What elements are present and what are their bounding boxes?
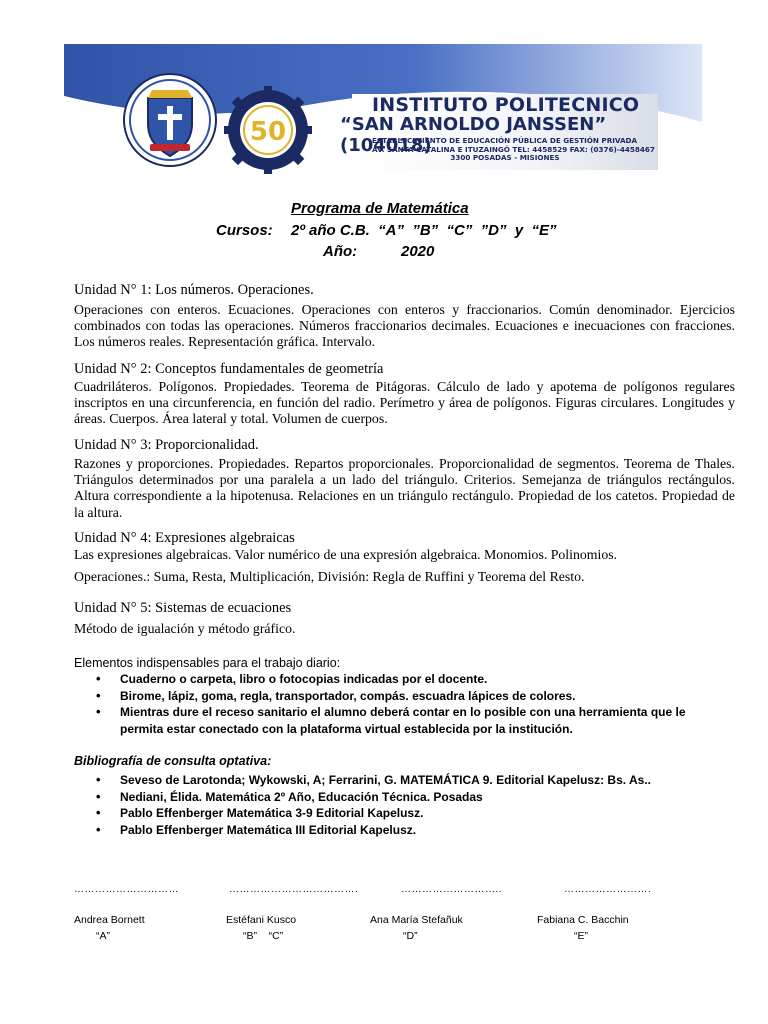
signature-line-3: ………………………..	[401, 884, 503, 895]
unit-5-heading: Unidad N° 5: Sistemas de ecuaciones	[74, 600, 292, 616]
list-item: • Pablo Effenberger Matemática 3-9 Editorial Kapelusz.	[92, 805, 732, 822]
unit-1-heading: Unidad N° 1: Los números. Operaciones.	[74, 282, 314, 298]
signature-name-1: Andrea Bornett	[74, 914, 145, 926]
signature-course-4: “E”	[574, 930, 588, 942]
school-shield-emblem	[122, 72, 218, 168]
year-value: 2020	[401, 243, 435, 260]
unit-4-body: Las expresiones algebraicas. Valor numérico de una expresión algebraica. Monomios. Polinomios.	[74, 547, 618, 562]
elements-list	[92, 671, 732, 737]
signature-line-4: …………………….	[564, 884, 652, 895]
signature-course-3: “D”	[403, 930, 418, 942]
signature-course-1: “A”	[96, 930, 110, 942]
year-label: Año:	[323, 243, 358, 260]
institution-line-3: 3300 POSADAS - MISIONES	[450, 153, 560, 163]
unit-3-heading: Unidad N° 3: Proporcionalidad.	[74, 437, 259, 453]
institution-subname: “SAN ARNOLDO JANSSEN” (104018)	[340, 114, 607, 156]
unit-1-body: Operaciones con enteros. Ecuaciones. Operaciones con enteros y fraccionarios. Común denominador. Ejercicios combinados con todas las operaciones. Números fraccionarios decimales. Ecuaciones e inecuaciones con fracciones. Los números reales. Representación gráfica. Intervalo.	[74, 302, 735, 350]
unit-4-heading: Unidad N° 4: Expresiones algebraicas	[74, 530, 295, 546]
document-title: Programa de Matemática	[291, 200, 469, 217]
signature-line-2: ……………………………….	[229, 884, 359, 895]
unit-2-body: Cuadriláteros. Polígonos. Propiedades. Teorema de Pitágoras. Cálculo de lado y apotema de polígonos regulares inscriptos en una circunferencia, en función del radio. Perímetro y área de polígonos. Figuras circulares. Longitudes y áreas. Cuerpos. Área lateral y total. Volumen de cuerpos.	[74, 379, 735, 427]
anniversary-number: 50	[249, 117, 287, 147]
signature-line-1: …………………………	[74, 884, 179, 895]
institution-line-1: ESTABLECIMIENTO DE EDUCACIÓN PÚBLICA DE GESTIÓN PRIVADA	[372, 136, 638, 145]
list-item: • Nediani, Élida. Matemática 2º Año, Educación Técnica. Posadas	[92, 789, 732, 806]
institution-name: INSTITUTO POLITECNICO	[372, 94, 640, 116]
courses-value: 2º año C.B. “A” ”B” “C” ”D” y “E”	[291, 222, 557, 239]
bibliography-heading: Bibliografía de consulta optativa:	[74, 754, 272, 768]
list-item: • Seveso de Larotonda; Wykowski, A; Ferrarini, G. MATEMÁTICA 9. Editorial Kapelusz: Bs. As..	[92, 772, 732, 789]
elements-heading: Elementos indispensables para el trabajo diario:	[74, 656, 341, 670]
signature-name-2: Estéfani Kusco	[226, 914, 297, 926]
signature-name-3: Ana María Stefañuk	[370, 914, 463, 926]
bibliography-list	[92, 772, 732, 838]
unit-3-body: Razones y proporciones. Propiedades. Repartos proporcionales. Proporcionalidad de segmentos. Teorema de Thales. Triángulos determinados por una paralela a un lado del triángulo. Criterios. Semejanza de triángulos rectángulos. Altura correspondiente a la hipotenusa. Relaciones en un triángulo rectángulo. Propiedad de los catetos. Propiedad de la altura.	[74, 456, 735, 520]
signature-name-4: Fabiana C. Bacchin	[537, 914, 629, 926]
institution-details	[372, 137, 672, 163]
courses-label: Cursos:	[216, 222, 273, 239]
list-item: • Cuaderno o carpeta, libro o fotocopias indicadas por el docente.	[92, 671, 732, 688]
unit-4-body-2: Operaciones.: Suma, Resta, Multiplicación, División: Regla de Ruffini y Teorema del Resto.	[74, 569, 585, 584]
header-banner	[64, 44, 702, 176]
list-item: • Birome, lápiz, goma, regla, transportador, compás. escuadra lápices de colores.	[92, 688, 732, 705]
institution-line-2: AV. SANTA CATALINA E ITUZAINGÓ TEL: 4458529 FAX: (0376)-4458467	[372, 144, 655, 154]
anniversary-gear-emblem	[218, 86, 320, 176]
unit-5-body: Método de igualación y método gráfico.	[74, 621, 296, 636]
unit-2-heading: Unidad N° 2: Conceptos fundamentales de geometría	[74, 361, 384, 377]
list-item: • Mientras dure el receso sanitario el alumno deberá contar en lo posible con una herramienta que le permita estar conectado con la plataforma virtual establecida por la institución.	[92, 704, 732, 737]
list-item: • Pablo Effenberger Matemática III Editorial Kapelusz.	[92, 822, 732, 839]
signature-course-2: “B” “C”	[243, 930, 284, 942]
